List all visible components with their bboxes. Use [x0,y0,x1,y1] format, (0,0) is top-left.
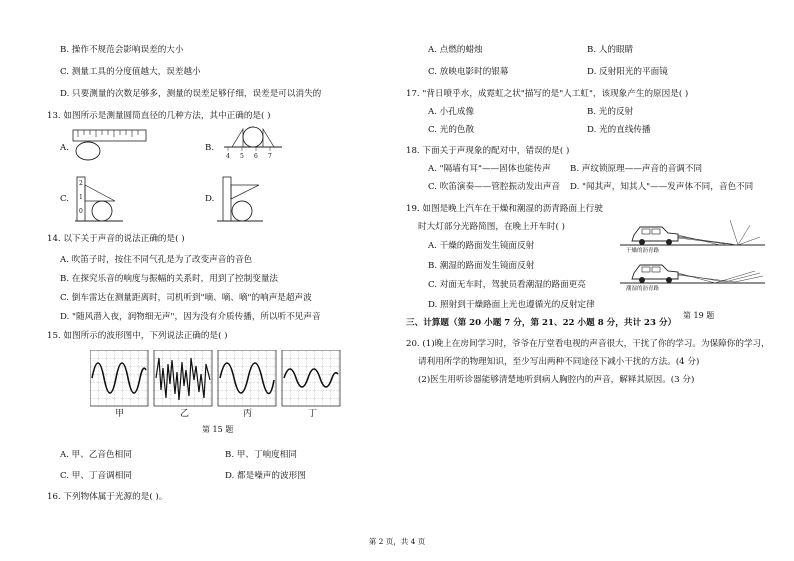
q15-option-b: B. 甲、丁响度相同 [225,450,297,460]
q13-figure-a [72,128,148,162]
ruler-c-0: 0 [79,208,83,215]
road-label-wet: 潮湿的沥青路 [626,286,660,292]
q18-option-d: D. "闻其声，知其人"——发声体不同，音色不同 [570,182,754,192]
q17-option-b: B. 光的反射 [587,107,634,117]
ruler-tick-5: 5 [240,153,244,160]
q20-line2: 请利用所学的物理知识，至少写出两种不同途径下减小干扰的方法。(4 分) [418,357,700,367]
q12-option-b: B. 操作不规范会影响误差的大小 [60,45,184,55]
car-icon-wet [632,265,678,283]
q16-option-b: B. 人的眼睛 [587,45,634,55]
wave-label-jia: 甲 [115,409,125,419]
q18-option-b: B. 声纹锁原理——声音的音调不同 [570,164,703,174]
wave-label-bing: 丙 [243,409,253,419]
q15-option-d: D. 都是噪声的波形图 [225,471,306,481]
q15-option-a: A. 甲、乙音色相同 [60,450,132,460]
q19-option-a: A. 干燥的路面发生镜面反射 [428,241,535,251]
q19-stem-line1: 19. 如图是晚上汽车在干燥和潮湿的沥青路面上行驶 [406,204,603,214]
q15-option-c: C. 甲、丁音调相同 [60,471,132,481]
q13-label-b: B. [205,143,215,153]
q17-option-c: C. 光的色散 [428,125,475,135]
q18-stem: 18. 下面关于声现象的配对中，错误的是( ) [406,146,570,156]
q17-option-d: D. 光的直线传播 [587,125,651,135]
q15-waveform-figure [90,350,350,414]
section-3-heading: 三、计算题（第 20 小题 7 分，第 21、22 小题 8 分，共计 23 分） [406,318,677,328]
q16-option-d: D. 反射阳光的平面镜 [587,67,668,77]
q16-stem: 16. 下列物体属于光源的是( )。 [47,492,168,502]
q19-car-figure [620,215,765,295]
q15-stem: 15. 如图所示的波形图中，下列说法正确的是( ) [47,331,228,341]
q13-figure-d [215,175,265,225]
q17-option-a: A. 小孔成像 [428,107,475,117]
wave-label-yi: 乙 [180,409,190,419]
road-label-dry: 干燥的沥青路 [626,248,660,254]
ruler-c-2: 2 [79,180,83,187]
wave-label-ding: 丁 [308,409,318,419]
q19-option-b: B. 潮湿的路面发生镜面反射 [428,261,535,271]
q13-label-c: C. [60,194,70,204]
q19-option-c: C. 对面无车时，驾驶员看潮湿的路面更亮 [428,280,586,290]
q14-option-b: B. 在探究乐音的响度与振幅的关系时，用到了控制变量法 [60,274,279,284]
q14-option-c: C. 倒车雷达在测量距离时，司机听到"嘀、嘀、嘀"的响声是超声波 [60,293,312,303]
q19-stem-line2: 时大灯部分光路简图，在晚上开车时( ) [418,222,565,232]
q13-figure-b [222,125,284,157]
q18-option-c: C. 吹笛演奏——管腔振动发出声音 [428,182,561,192]
car-icon-dry [632,227,678,245]
page-footer: 第 2 页，共 4 页 [368,537,426,546]
q14-option-d: D. "随风潜入夜，润物细无声"，因为没有介质传播，所以听不见声音 [60,312,321,322]
q14-stem: 14. 以下关于声音的说法正确的是( ) [47,234,185,244]
ruler-tick-4: 4 [226,153,230,160]
ruler-tick-7: 7 [268,153,272,160]
q13-label-a: A. [60,143,69,153]
q19-caption: 第 19 题 [683,311,715,320]
q20-line3: (2)医生用听诊器能够清楚地听到病人胸腔内的声音，解释其原因。(3 分) [418,375,695,385]
q16-option-a: A. 点燃的蜡烛 [428,45,483,55]
q12-option-d: D. 只要测量的次数足够多，测量的误差足够仔细，误差是可以消失的 [60,89,322,99]
q15-caption: 第 15 题 [202,425,234,434]
ruler-c-1: 1 [79,194,83,201]
q14-option-a: A. 吹笛子时，按住不同气孔是为了改变声音的音色 [60,255,253,265]
q17-stem: 17. "背日喷乎水，成霓虹之状"描写的是"人工虹"，该现象产生的原因是( ) [406,89,689,99]
q16-option-c: C. 放映电影时的银幕 [428,67,509,77]
q19-option-d: D. 照射到干燥路面上光也遵循光的反射定律 [428,300,595,310]
q12-option-c: C. 测量工具的分度值越大，误差越小 [60,67,201,77]
q18-option-a: A. "隔墙有耳"——固体也能传声 [428,164,551,174]
q20-line1: 20. (1)晚上在房间学习时，爷爷在厅堂看电视的声音很大，干扰了你的学习。为保障你的学习， [406,339,770,349]
ruler-tick-6: 6 [254,153,258,160]
q13-stem: 13. 如图所示是测量圆筒直径的几种方法，其中正确的是( ) [47,111,271,121]
q13-label-d: D. [205,194,215,204]
